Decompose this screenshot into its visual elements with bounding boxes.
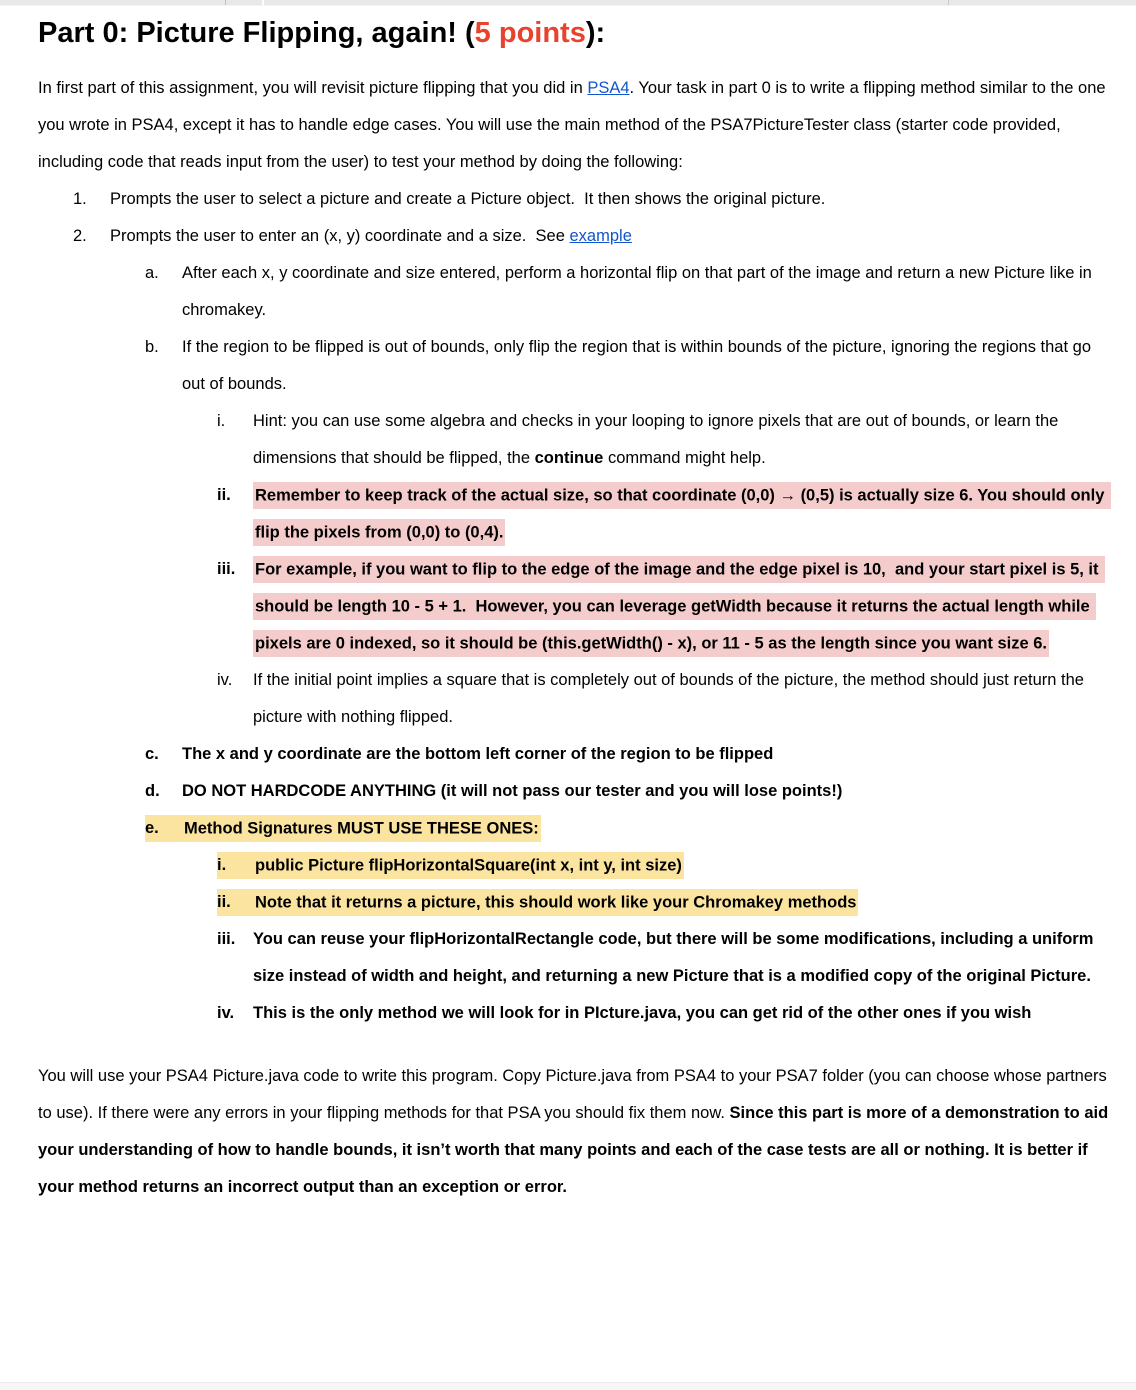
page-title [38, 12, 1110, 54]
list-marker: iv. [217, 671, 233, 689]
continue-keyword: continue [534, 449, 604, 467]
closing-bold-text: Since this part is more of a demonstration to aid your understanding of how to handle bounds, it isn’t worth that many points and each of the case tests are all or nothing. It is better if your method returns an incorrect output than an exception or error. [38, 1104, 1113, 1196]
list-item-text: If the initial point implies a square that is completely out of bounds of the picture, the method should just return the picture with nothing flipped. [253, 671, 1089, 726]
sub-item-e-i [38, 847, 1110, 884]
sub-item-e-iii [38, 921, 1110, 995]
list-marker: d. [145, 782, 160, 800]
highlighted-text-yellow: Note that it returns a picture, this should work like your Chromakey methods [253, 889, 858, 916]
intro-text: In first part of this assignment, you will revisit picture flipping that you did in [38, 79, 588, 97]
list-marker: iv. [217, 1004, 235, 1022]
psa4-link[interactable]: PSA4 [587, 79, 630, 97]
list-marker: e. [145, 810, 182, 847]
list-marker: iii. [217, 930, 236, 948]
method-signature: public Picture flipHorizontalSquare(int x, int y, int size) [253, 852, 684, 879]
list-item-1 [38, 181, 1110, 218]
sub-item-e-iv [38, 995, 1110, 1032]
list-item-text: You can reuse your flipHorizontalRectangle code, but there will be some modifications, including a uniform size instead of width and height, and returning a new Picture that is a modified copy of the original Picture. [253, 930, 1098, 985]
sub-item-e-ii [38, 884, 1110, 921]
sub-item-c [38, 736, 1110, 773]
top-edge-strip [0, 0, 1136, 6]
list-item-text: Hint: you can use some algebra and checks in your looping to ignore pixels that are out of bounds, or learn the dimensions that should be flipped, the [253, 412, 1063, 467]
list-item-text: After each x, y coordinate and size entered, perform a horizontal flip on that part of the image and return a new Picture like in chromakey. [182, 264, 1097, 319]
list-item-text: DO NOT HARDCODE ANYTHING (it will not pass our tester and you will lose points!) [182, 782, 843, 800]
list-marker: c. [145, 745, 159, 763]
intro-paragraph [38, 70, 1110, 181]
list-item-text: Prompts the user to select a picture and create a Picture object. It then shows the original picture. [110, 190, 826, 208]
intro-text: . Your task in part 0 is to write a flipping method similar to the one you wrote in PSA4, except it has to handle edge cases. You will use the main method of the PSA7PictureTester class (starter code provided, including code that reads input from the user) to test your method by doing the following: [38, 79, 1111, 171]
list-marker: i. [217, 412, 226, 430]
list-marker: a. [145, 264, 159, 282]
title-points: 5 points [474, 17, 586, 49]
example-link[interactable]: example [569, 227, 632, 245]
top-strip-divider [225, 0, 226, 5]
list-marker: i. [217, 847, 253, 884]
bottom-edge-strip [0, 1382, 1136, 1390]
list-item-text: This is the only method we will look for in PIcture.java, you can get rid of the other ones if you wish [253, 1004, 1032, 1022]
list-item-2 [38, 218, 1110, 255]
title-suffix: ): [585, 17, 606, 49]
list-marker: b. [145, 338, 159, 356]
closing-text: You will use your PSA4 Picture.java code to write this program. Copy Picture.java from PSA4 to your PSA7 folder (you can choose whose partners to use). If there were any errors in your flipping methods for that PSA you should fix them now. [38, 1067, 1112, 1122]
sub-item-b-iv [38, 662, 1110, 736]
closing-paragraph [38, 1058, 1113, 1206]
highlighted-text-yellow: Method Signatures MUST USE THESE ONES: [182, 815, 541, 842]
highlighted-text-pink: Remember to keep track of the actual size, so that coordinate (0,0) → (0,5) is actually size 6. You should only flip the pixels from (0,0) to (0,4). [253, 482, 1111, 546]
sub-item-e [38, 810, 1110, 847]
list-marker: 1. [73, 190, 87, 208]
document-content [0, 12, 1136, 1206]
sub-item-d [38, 773, 1110, 810]
sub-item-b-i [38, 403, 1110, 477]
list-item-text: If the region to be flipped is out of bounds, only flip the region that is within bounds of the picture, ignoring the regions that go out of bounds. [182, 338, 1096, 393]
sub-item-b [38, 329, 1110, 403]
list-item-text: Prompts the user to enter an (x, y) coordinate and a size. See [110, 227, 570, 245]
top-strip-divider [948, 0, 949, 5]
sub-item-b-iii [38, 551, 1110, 662]
title-prefix: Part 0: Picture Flipping, again! ( [38, 17, 475, 49]
sub-item-a [38, 255, 1110, 329]
top-strip-notch [262, 0, 264, 5]
list-marker: ii. [217, 884, 253, 921]
list-marker: 2. [73, 227, 87, 245]
highlighted-text-pink: For example, if you want to flip to the edge of the image and the edge pixel is 10, and your start pixel is 5, it should be length 10 - 5 + 1. However, you can leverage getWidth because it returns the actual length while pixels are 0 indexed, so it should be (this.getWidth() - x), or 11 - 5 as the length since you want size 6. [253, 556, 1105, 657]
list-item-text: The x and y coordinate are the bottom left corner of the region to be flipped [182, 745, 774, 763]
sub-item-b-ii [38, 477, 1110, 551]
list-item-text: command might help. [603, 449, 766, 467]
list-marker: iii. [217, 560, 236, 578]
list-marker: ii. [217, 486, 231, 504]
